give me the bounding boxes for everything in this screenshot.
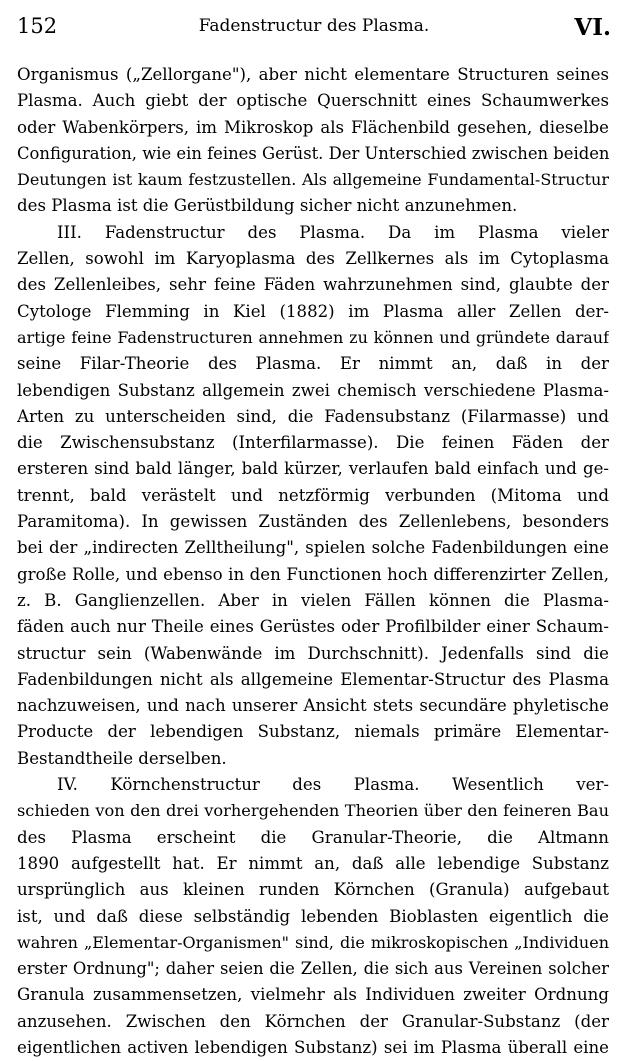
text-line: Plasma. Auch giebt der optische Querschnitt eines Schaumwerkes: [17, 91, 609, 111]
section-heading-line: IV. Körnchenstructur des Plasma. Wesentlich ver-: [57, 775, 609, 795]
text-line: Paramitoma). In gewissen Zuständen des Zellenlebens, besonders: [17, 512, 609, 532]
text-line: Fadenbildungen nicht als allgemeine Elementar-Structur des Plasma: [17, 669, 609, 689]
text-line: die Zwischensubstanz (Interfilarmasse). Die feinen Fäden der: [17, 433, 609, 453]
text-line: z. B. Ganglienzellen. Aber in vielen Fällen können die Plasma-: [17, 590, 609, 610]
text-line: Configuration, wie ein feines Gerüst. Der Unterschied zwischen beiden: [17, 143, 609, 163]
text-line: oder Wabenkörpers, im Mikroskop als Flächenbild gesehen, dieselbe: [17, 117, 609, 137]
text-line: nachzuweisen, und nach unserer Ansicht stets secundäre phyletische: [17, 696, 609, 716]
text-line: 1890 aufgestellt hat. Er nimmt an, daß alle lebendige Substanz: [17, 853, 609, 873]
text-line: ersteren sind bald länger, bald kürzer, verlaufen bald einfach und ge-: [17, 459, 609, 479]
running-title: Fadenstructur des Plasma.: [198, 16, 430, 36]
text-line: trennt, bald verästelt und netzförmig verbunden (Mitoma und: [17, 485, 609, 505]
text-line: Producte der lebendigen Substanz, niemals primäre Elementar-: [17, 722, 609, 742]
text-line: erster Ordnung"; daher seien die Zellen, die sich aus Vereinen solcher: [17, 959, 609, 979]
text-line: eigentlichen activen lebendigen Substanz) sei im Plasma überall eine: [17, 1037, 609, 1057]
text-line: anzusehen. Zwischen den Körnchen der Granular-Substanz (der: [17, 1011, 609, 1031]
text-line: Granula zusammensetzen, vielmehr als Individuen zweiter Ordnung: [17, 985, 609, 1005]
text-line: ursprünglich aus kleinen runden Körnchen (Granula) aufgebaut: [17, 880, 609, 900]
section-numeral: VI.: [574, 14, 611, 41]
section-heading-line: III. Fadenstructur des Plasma. Da im Plasma vieler: [57, 222, 609, 242]
text-line: des Zellenleibes, sehr feine Fäden wahrzunehmen sind, glaubte der: [17, 275, 609, 295]
text-line: Bestandtheile derselben.: [17, 748, 227, 768]
text-line: des Plasma erscheint die Granular-Theorie, die Altmann: [17, 827, 609, 847]
text-line: des Plasma ist die Gerüstbildung sicher nicht anzunehmen.: [17, 196, 518, 216]
text-line: wahren „Elementar-Organismen" sind, die mikroskopischen „Individuen: [17, 932, 609, 952]
text-line: fäden auch nur Theile eines Gerüstes oder Profilbilder einer Schaum-: [17, 617, 609, 637]
running-header: [17, 14, 611, 44]
text-line: bei der „indirecten Zelltheilung", spielen solche Fadenbildungen eine: [17, 538, 609, 558]
text-line: schieden von den drei vorhergehenden Theorien über den feineren Bau: [17, 801, 609, 821]
text-line: Organismus („Zellorgane"), aber nicht elementare Structuren seines: [17, 65, 609, 84]
text-line: große Rolle, und ebenso in den Functionen hoch differenzirter Zellen,: [17, 564, 609, 584]
text-line: Zellen, sowohl im Karyoplasma des Zellkernes als im Cytoplasma: [17, 249, 609, 269]
text-line: structur sein (Wabenwände im Durchschnitt). Jedenfalls sind die: [17, 643, 609, 663]
page-number: 152: [17, 14, 58, 38]
text-line: Deutungen ist kaum festzustellen. Als allgemeine Fundamental-Structur: [17, 170, 609, 190]
text-line: ist, und daß diese selbständig lebenden Bioblasten eigentlich die: [17, 906, 609, 926]
text-line: seine Filar-Theorie des Plasma. Er nimmt an, daß in der: [17, 354, 609, 374]
text-line: lebendigen Substanz allgemein zwei chemisch verschiedene Plasma-: [17, 380, 609, 400]
body-text: [17, 62, 609, 1061]
text-line: Cytologe Flemming in Kiel (1882) im Plasma aller Zellen der-: [17, 301, 609, 321]
text-line: Arten zu unterscheiden sind, die Fadensubstanz (Filarmasse) und: [17, 406, 609, 426]
text-line: artige feine Fadenstructuren annehmen zu können und gründete darauf: [17, 327, 609, 347]
